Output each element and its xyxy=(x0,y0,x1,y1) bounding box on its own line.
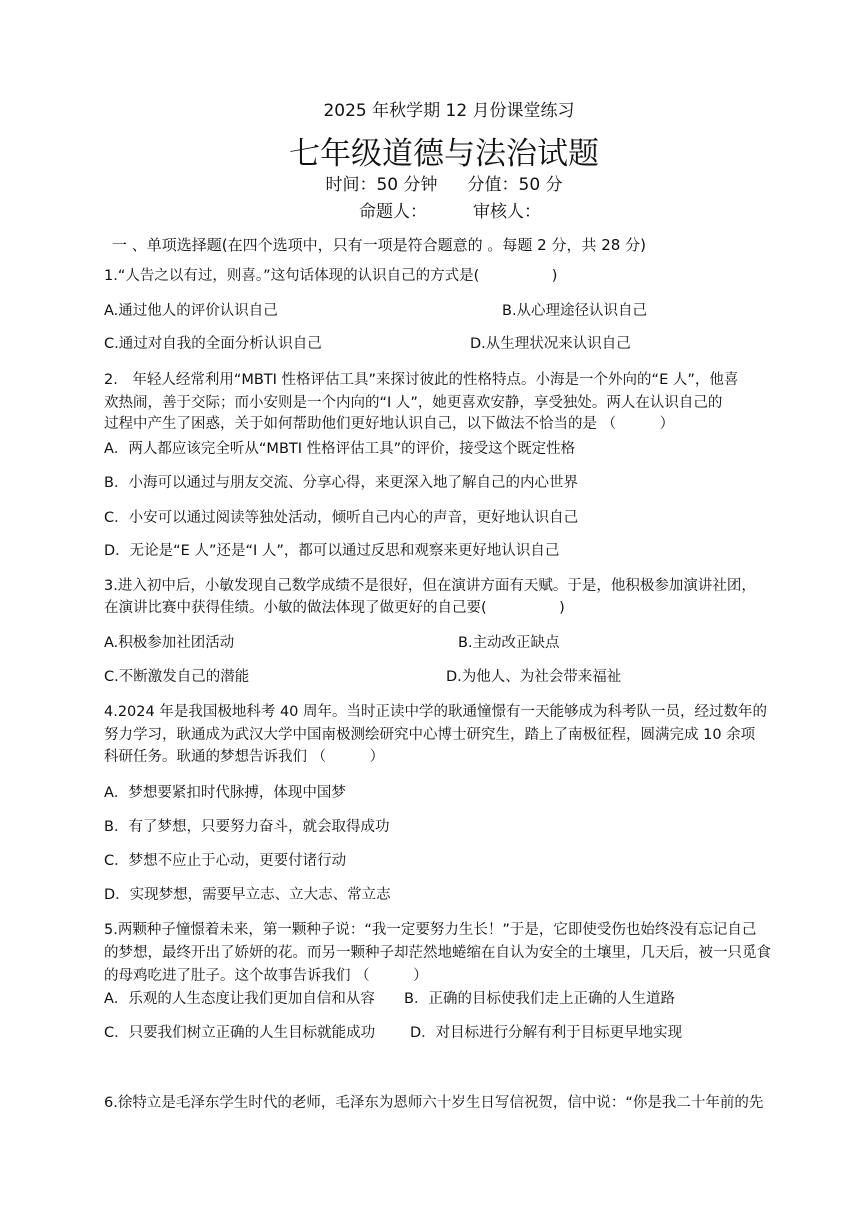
exam-score: 分值：50 分 xyxy=(467,175,563,195)
q3-option-a: A.积极参加社团活动 xyxy=(104,635,235,651)
q4-stem-line-2: 努力学习，耿通成为武汉大学中国南极测绘研究中心博士研究生，踏上了南极征程，圆满完成 10 余项 xyxy=(104,727,756,743)
exam-time: 时间：50 分钟 xyxy=(325,175,438,195)
q5-option-d: D．对目标进行分解有利于目标更早地实现 xyxy=(410,1025,683,1041)
q2-stem-line-3: 过程中产生了困惑，关于如何帮助他们更好地认识自己，以下做法不恰当的是 （ ） xyxy=(104,416,675,432)
q2-option-b: B．小海可以通过与朋友交流、分享心得，来更深入地了解自己的内心世界 xyxy=(104,475,578,491)
q3-option-b: B.主动改正缺点 xyxy=(458,635,560,651)
q5-option-b: B．正确的目标使我们走上正确的人生道路 xyxy=(404,991,675,1007)
q2-option-a: A．两人都应该完全听从“MBTI 性格评估工具”的评价，接受这个既定性格 xyxy=(104,441,576,457)
exam-meta xyxy=(0,170,868,195)
q4-stem-line-1: 4.2024 年是我国极地科考 40 周年。当时正读中学的耿通憧憬有一天能够成为科考队一员，经过数年的 xyxy=(104,704,768,720)
q3-stem-line-1: 3.进入初中后，小敏发现自己数学成绩不是很好，但在演讲方面有天赋。于是，他积极参加演讲社团， xyxy=(104,578,756,594)
q3-stem-line-2: 在演讲比赛中获得佳绩。小敏的做法体现了做更好的自己要( ) xyxy=(104,600,565,616)
q1-option-d: D.从生理状况来认识自己 xyxy=(470,336,631,352)
q4-option-a: A．梦想要紧扣时代脉搏，体现中国梦 xyxy=(104,785,346,801)
q5-stem-line-2: 的梦想，最终开出了娇妍的花。而另一颗种子却茫然地蜷缩在自认为安全的土壤里，几天后，被一只觅食 xyxy=(104,945,771,961)
q5-stem-line-3: 的母鸡吃进了肚子。这个故事告诉我们 （ ） xyxy=(104,968,428,984)
exam-name: 2025 年秋学期 12 月份课堂练习 xyxy=(323,101,575,121)
q3-option-c: C.不断激发自己的潜能 xyxy=(104,669,250,685)
q5-option-c: C．只要我们树立正确的人生目标就能成功 xyxy=(104,1025,376,1041)
reviewer-label: 审核人： xyxy=(473,202,541,222)
q4-option-c: C．梦想不应止于心动，更要付诸行动 xyxy=(104,853,347,869)
q6-stem-line-1: 6.徐特立是毛泽东学生时代的老师，毛泽东为恩师六十岁生日写信祝贺，信中说：“你是我二十年前的先 xyxy=(104,1095,764,1111)
section-title: 一 、单项选择题(在四个选项中，只有一项是符合题意的 。每题 2 分，共 28 分) xyxy=(112,236,646,254)
page-title: 七年级道德与法治试题 xyxy=(289,136,599,172)
q2-stem-line-2: 欢热闹，善于交际；而小安则是一个内向的“I 人”，她更喜欢安静，享受独处。两人在认识自己的 xyxy=(104,395,723,411)
q4-option-d: D．实现梦想，需要早立志、立大志、常立志 xyxy=(104,887,391,903)
q3-option-d: D.为他人、为社会带来福祉 xyxy=(446,669,622,685)
q2-stem-line-1: 2. 年轻人经常利用“MBTI 性格评估工具”来探讨彼此的性格特点。小海是一个外向的“E 人”，他喜 xyxy=(104,372,739,388)
q4-option-b: B．有了梦想，只要努力奋斗，就会取得成功 xyxy=(104,819,390,835)
q5-option-a: A．乐观的人生态度让我们更加自信和从容 xyxy=(104,991,375,1007)
q5-stem-line-1: 5.两颗种子憧憬着未来，第一颗种子说：“我一定要努力生长！”于是，它即使受伤也始终没有忘记自己 xyxy=(104,922,757,938)
q1-stem: 1.“人告之以有过，则喜。”这句话体现的认识自己的方式是( ) xyxy=(104,268,558,284)
q1-option-c: C.通过对自我的全面分析认识自己 xyxy=(104,336,322,352)
q2-option-d: D．无论是“E 人”还是“I 人”，都可以通过反思和观察来更好地认识自己 xyxy=(104,543,560,559)
q4-stem-line-3: 科研任务。耿通的梦想告诉我们 （ ） xyxy=(104,749,385,765)
author-label: 命题人： xyxy=(359,202,427,222)
q2-option-c: C．小安可以通过阅读等独处活动，倾听自己内心的声音，更好地认识自己 xyxy=(104,510,579,526)
q1-option-a: A.通过他人的评价认识自己 xyxy=(104,303,278,319)
exam-authors xyxy=(0,197,868,222)
q1-option-b: B.从心理途径认识自己 xyxy=(502,303,648,319)
